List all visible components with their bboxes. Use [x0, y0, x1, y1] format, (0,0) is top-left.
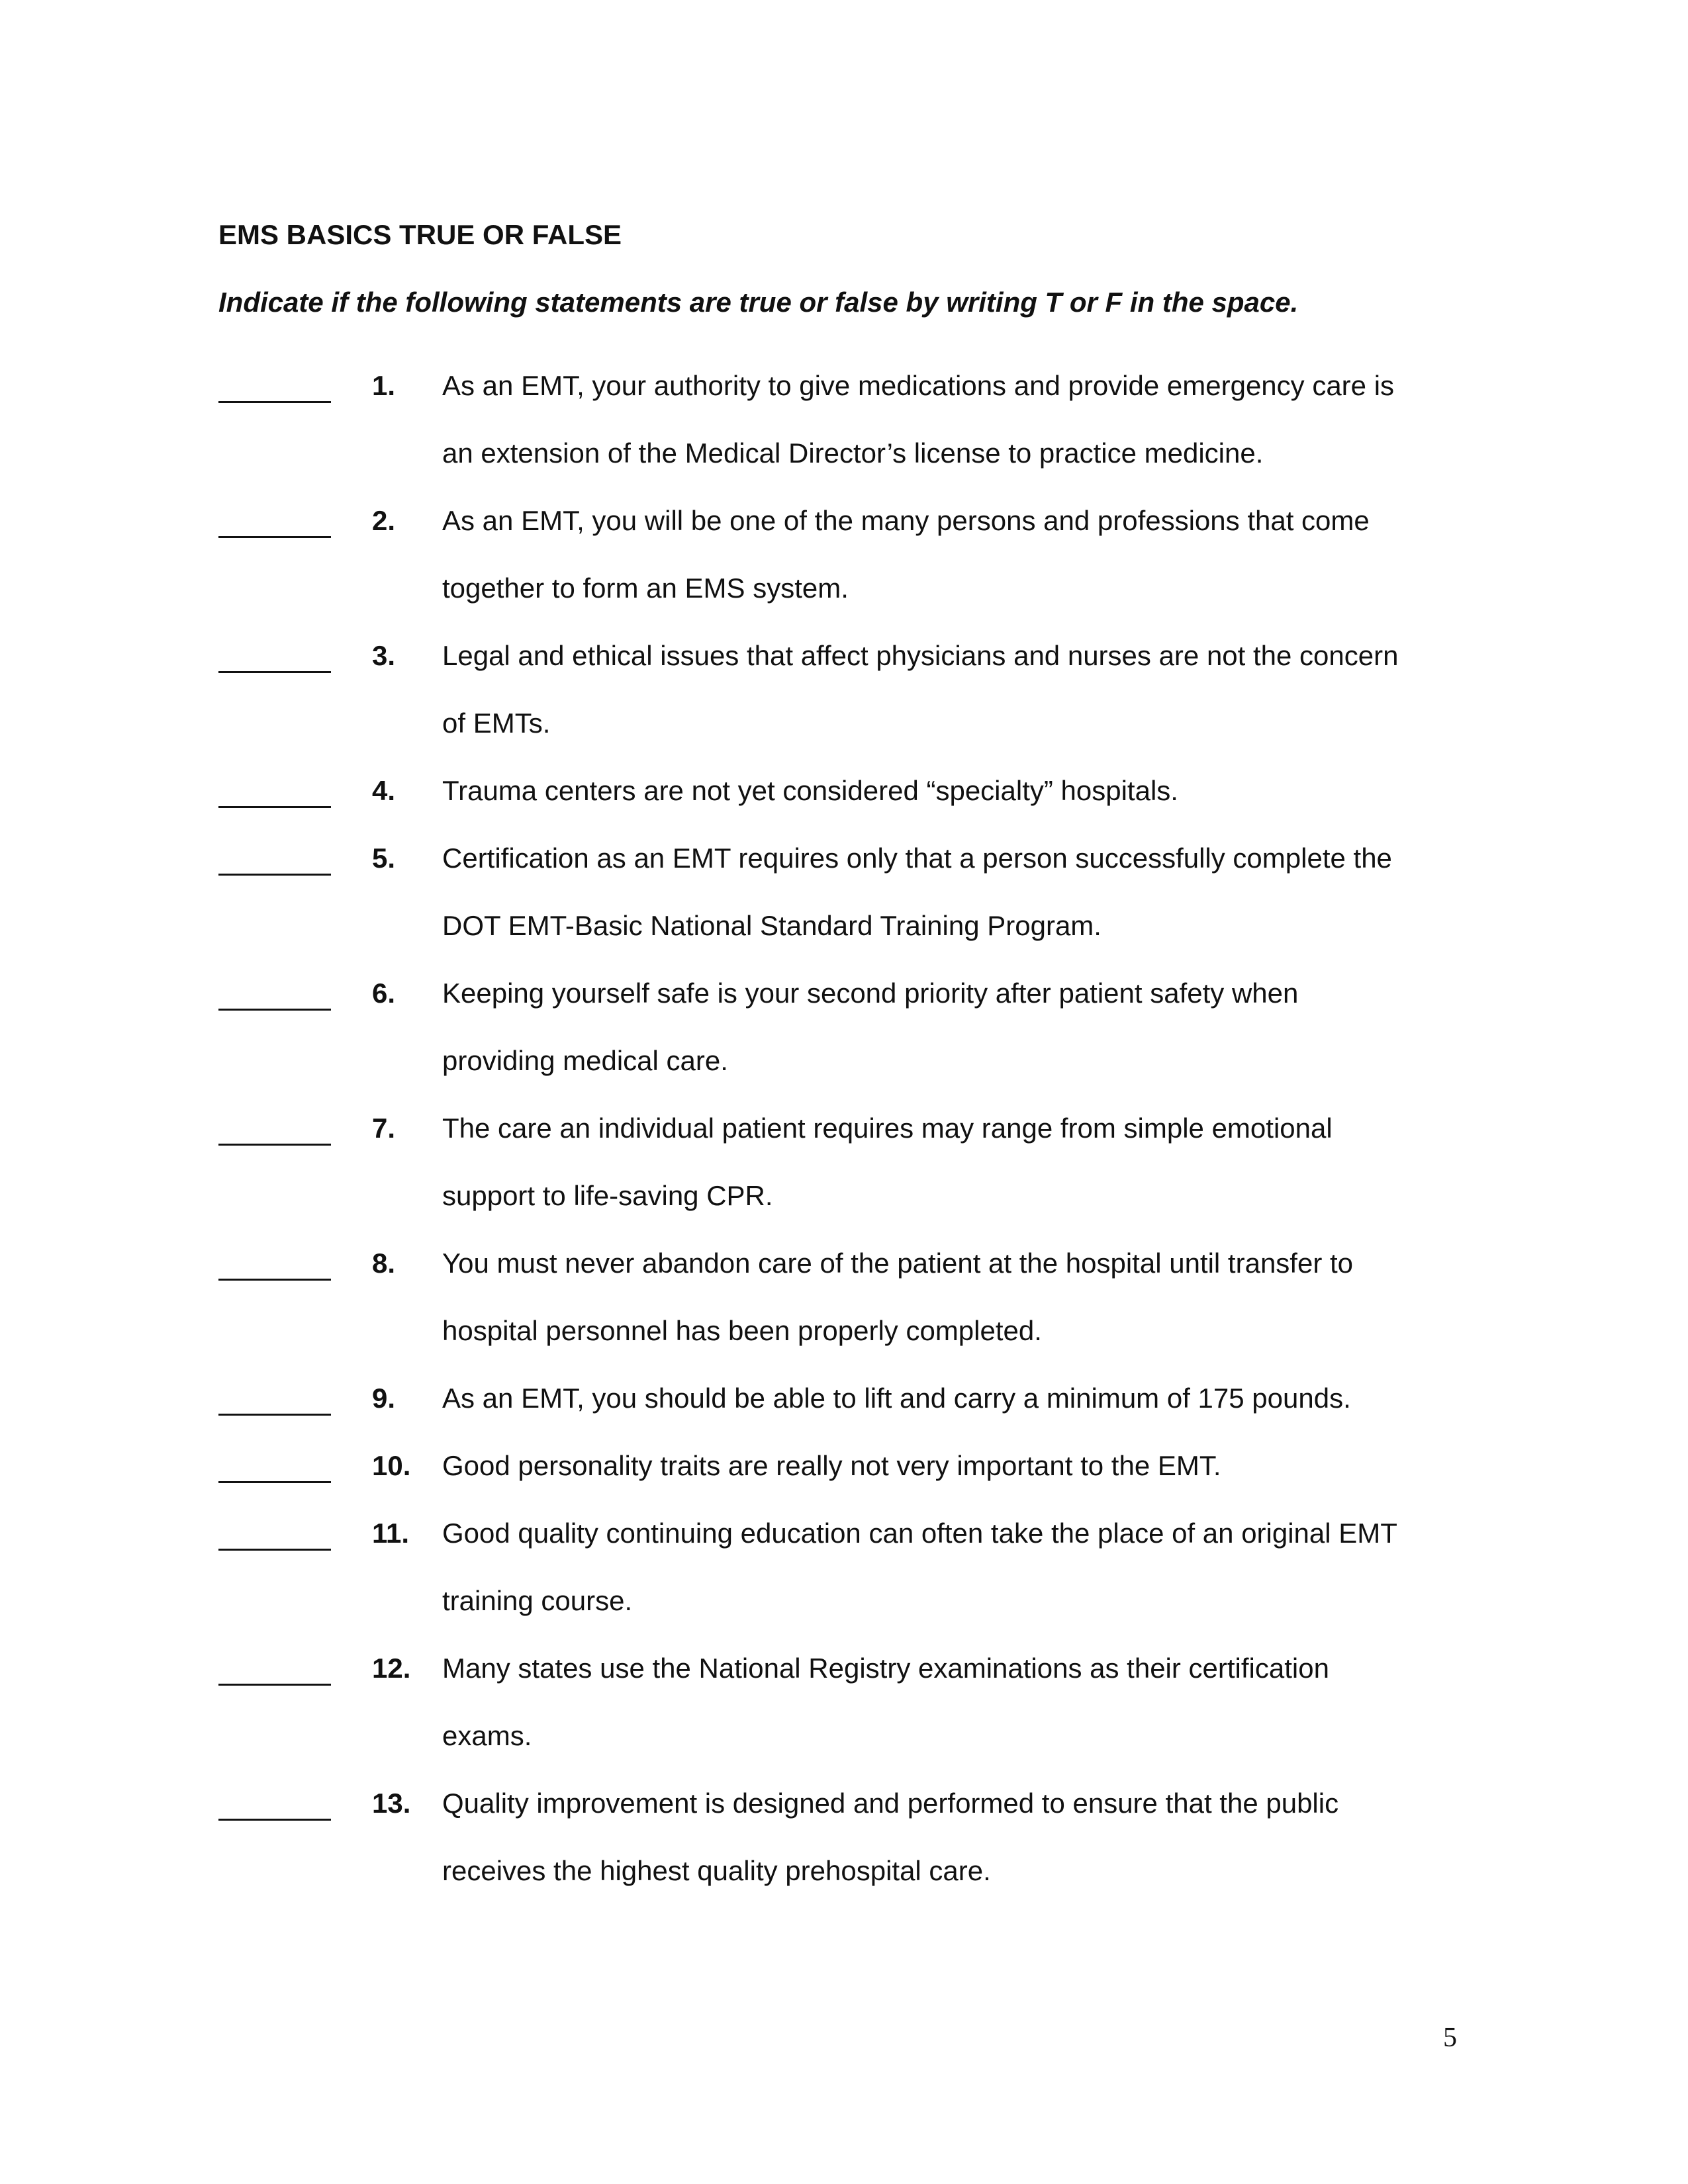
question-text: Good personality traits are really not very important to the EMT.	[442, 1450, 1221, 1481]
question-number: 1.	[372, 370, 396, 401]
question-number: 8.	[372, 1248, 396, 1279]
answer-blank[interactable]	[218, 1279, 331, 1281]
question-text: Trauma centers are not yet considered “specialty” hospitals.	[442, 775, 1178, 806]
answer-blank[interactable]	[218, 536, 331, 538]
question-text: You must never abandon care of the patient at the hospital until transfer to hospital personnel has been properly completed.	[442, 1248, 1354, 1346]
question-text: Legal and ethical issues that affect physicians and nurses are not the concern of EMTs.	[442, 640, 1399, 739]
question-text: The care an individual patient requires may range from simple emotional support to life-saving CPR.	[442, 1113, 1333, 1211]
question-item	[218, 757, 1476, 825]
page-title: EMS BASICS TRUE OR FALSE	[218, 219, 622, 250]
question-number: 2.	[372, 505, 396, 536]
question-item	[218, 1095, 1476, 1230]
question-item	[218, 825, 1476, 960]
answer-blank[interactable]	[218, 806, 331, 808]
answer-blank[interactable]	[218, 874, 331, 876]
answer-blank[interactable]	[218, 671, 331, 673]
question-text: As an EMT, you will be one of the many persons and professions that come together to form an EMS system.	[442, 505, 1370, 604]
question-text: Good quality continuing education can often take the place of an original EMT training course.	[442, 1518, 1397, 1616]
question-item	[218, 1230, 1476, 1365]
question-text: Many states use the National Registry examinations as their certification exams.	[442, 1653, 1329, 1751]
question-text: As an EMT, you should be able to lift and carry a minimum of 175 pounds.	[442, 1383, 1351, 1414]
answer-blank[interactable]	[218, 1009, 331, 1011]
instructions: Indicate if the following statements are true or false by writing T or F in the space.	[218, 287, 1299, 318]
question-item	[218, 487, 1476, 622]
question-item	[218, 1770, 1476, 1905]
answer-blank[interactable]	[218, 1549, 331, 1551]
question-item	[218, 1365, 1476, 1432]
question-number: 7.	[372, 1113, 396, 1144]
question-list	[218, 352, 1476, 1905]
answer-blank[interactable]	[218, 1684, 331, 1686]
question-item	[218, 352, 1476, 487]
question-number: 3.	[372, 640, 396, 671]
question-item	[218, 622, 1476, 757]
question-text: Certification as an EMT requires only that a person successfully complete the DOT EMT-Basic National Standard Training Program.	[442, 842, 1392, 941]
answer-blank[interactable]	[218, 1481, 331, 1483]
question-number: 11.	[372, 1518, 410, 1549]
page-number: 5	[1443, 2023, 1457, 2053]
question-item	[218, 1500, 1476, 1635]
answer-blank[interactable]	[218, 401, 331, 403]
question-item	[218, 960, 1476, 1095]
question-item	[218, 1432, 1476, 1500]
answer-blank[interactable]	[218, 1144, 331, 1146]
answer-blank[interactable]	[218, 1414, 331, 1416]
question-number: 10.	[372, 1450, 411, 1481]
question-text: As an EMT, your authority to give medications and provide emergency care is an extension of the Medical Director’s license to practice medicine.	[442, 370, 1395, 469]
question-text: Quality improvement is designed and performed to ensure that the public receives the highest quality prehospital care.	[442, 1788, 1339, 1886]
question-item	[218, 1635, 1476, 1770]
question-number: 12.	[372, 1653, 411, 1684]
question-number: 5.	[372, 842, 396, 874]
question-number: 6.	[372, 978, 396, 1009]
question-number: 4.	[372, 775, 396, 806]
question-number: 13.	[372, 1788, 411, 1819]
question-number: 9.	[372, 1383, 396, 1414]
question-text: Keeping yourself safe is your second priority after patient safety when providing medical care.	[442, 978, 1299, 1076]
answer-blank[interactable]	[218, 1819, 331, 1821]
